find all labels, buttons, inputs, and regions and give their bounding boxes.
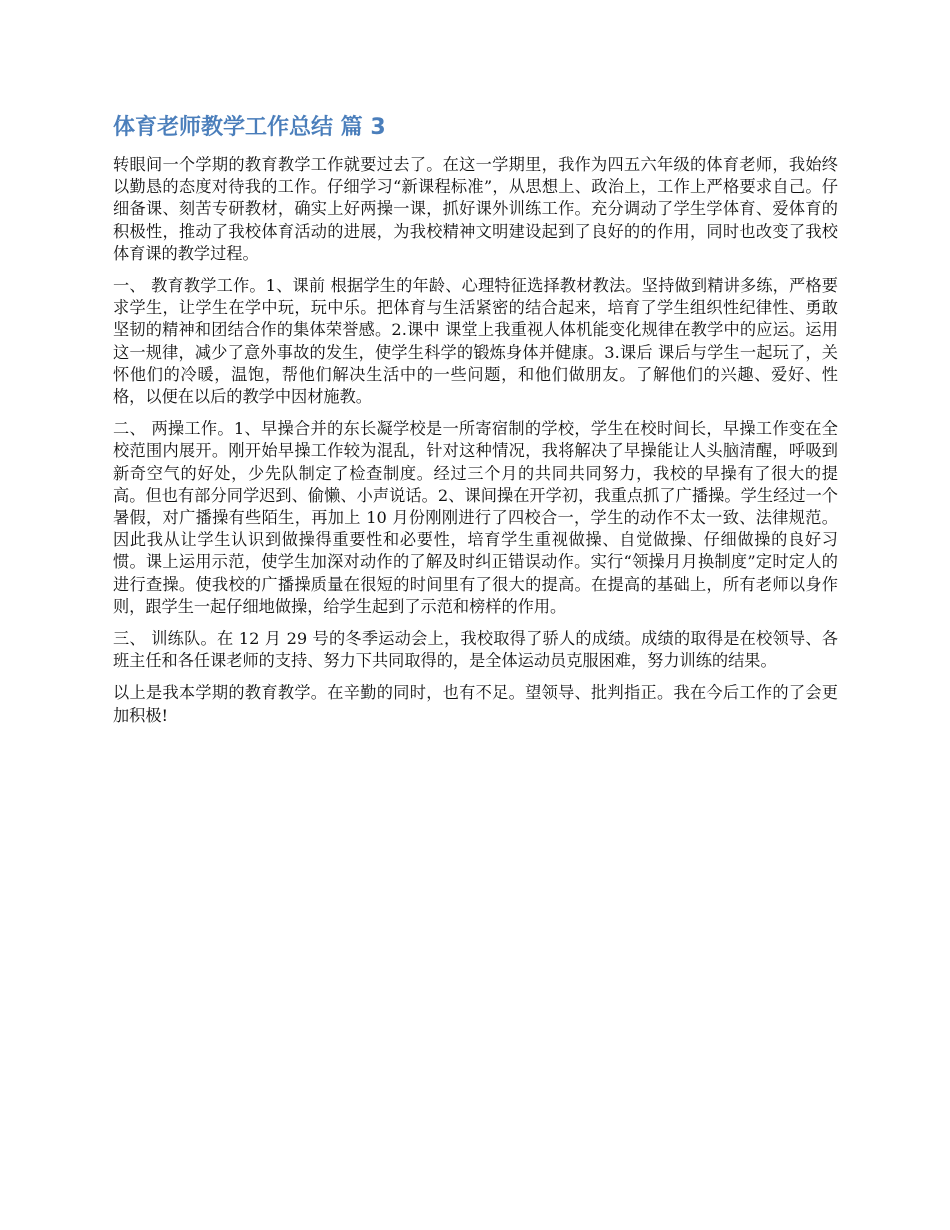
section-exercises-paragraph: 二、 两操工作。1、早操合并的东长凝学校是一所寄宿制的学校，学生在校时间长，早操工作变在全校范围内展开。刚开始早操工作较为混乱，针对这种情况，我将解决了早操能让人头脑清醒，呼吸到新奇空气的好处，少先队制定了检查制度。经过三个月的共同共同努力，我校的早操有了很大的提高。但也有部分同学迟到、偷懒、小声说话。2、课间操在开学初，我重点抓了广播操。学生经过一个暑假，对广播操有些陌生，再加上 10 月份刚刚进行了四校合一，学生的动作不太一致、法律规范。因此我从让学生认识到做操得重要性和必要性，培育学生重视做操、自觉做操、仔细做操的良好习惯。课上运用示范，使学生加深对动作的了解及时纠正错误动作。实行“领操月月换制度”定时定人的进行查操。使我校的广播操质量在很短的时间里有了很大的提高。在提高的基础上，所有老师以身作则，跟学生一起仔细地做操，给学生起到了示范和榜样的作用。: [113, 419, 838, 616]
document-page: [113, 112, 838, 737]
intro-paragraph: 转眼间一个学期的教育教学工作就要过去了。在这一学期里，我作为四五六年级的体育老师，我始终以勤恳的态度对待我的工作。仔细学习“新课程标准”，从思想上、政治上，工作上严格要求自己。仔细备课、刻苦专研教材，确实上好两操一课，抓好课外训练工作。充分调动了学生学体育、爱体育的积极性，推动了我校体育活动的进展，为我校精神文明建设起到了良好的的作用，同时也改变了我校体育课的教学过程。: [113, 155, 838, 263]
conclusion-paragraph: 以上是我本学期的教育教学。在辛勤的同时，也有不足。望领导、批判指正。我在今后工作的了会更加积极!: [113, 683, 838, 725]
section-training-team-paragraph: 三、 训练队。在 12 月 29 号的冬季运动会上，我校取得了骄人的成绩。成绩的取得是在校领导、各班主任和各任课老师的支持、努力下共同取得的，是全体运动员克服困难，努力训练的结果。: [113, 629, 838, 671]
page-title: 体育老师教学工作总结 篇 3: [113, 115, 386, 140]
section-teaching-paragraph: 一、 教育教学工作。1、课前 根据学生的年龄、心理特征选择教材教法。坚持做到精讲多练，严格要求学生，让学生在学中玩，玩中乐。把体育与生活紧密的结合起来，培育了学生组织性纪律性、勇敢坚韧的精神和团结合作的集体荣誉感。2.课中 课堂上我重视人体机能变化规律在教学中的应运。运用这一规律，减少了意外事故的发生，使学生科学的锻炼身体并健康。3.课后 课后与学生一起玩了，关怀他们的冷暖，温饱，帮他们解决生活中的一些问题，和他们做朋友。了解他们的兴趣、爱好、性格，以便在以后的教学中因材施教。: [113, 276, 838, 407]
